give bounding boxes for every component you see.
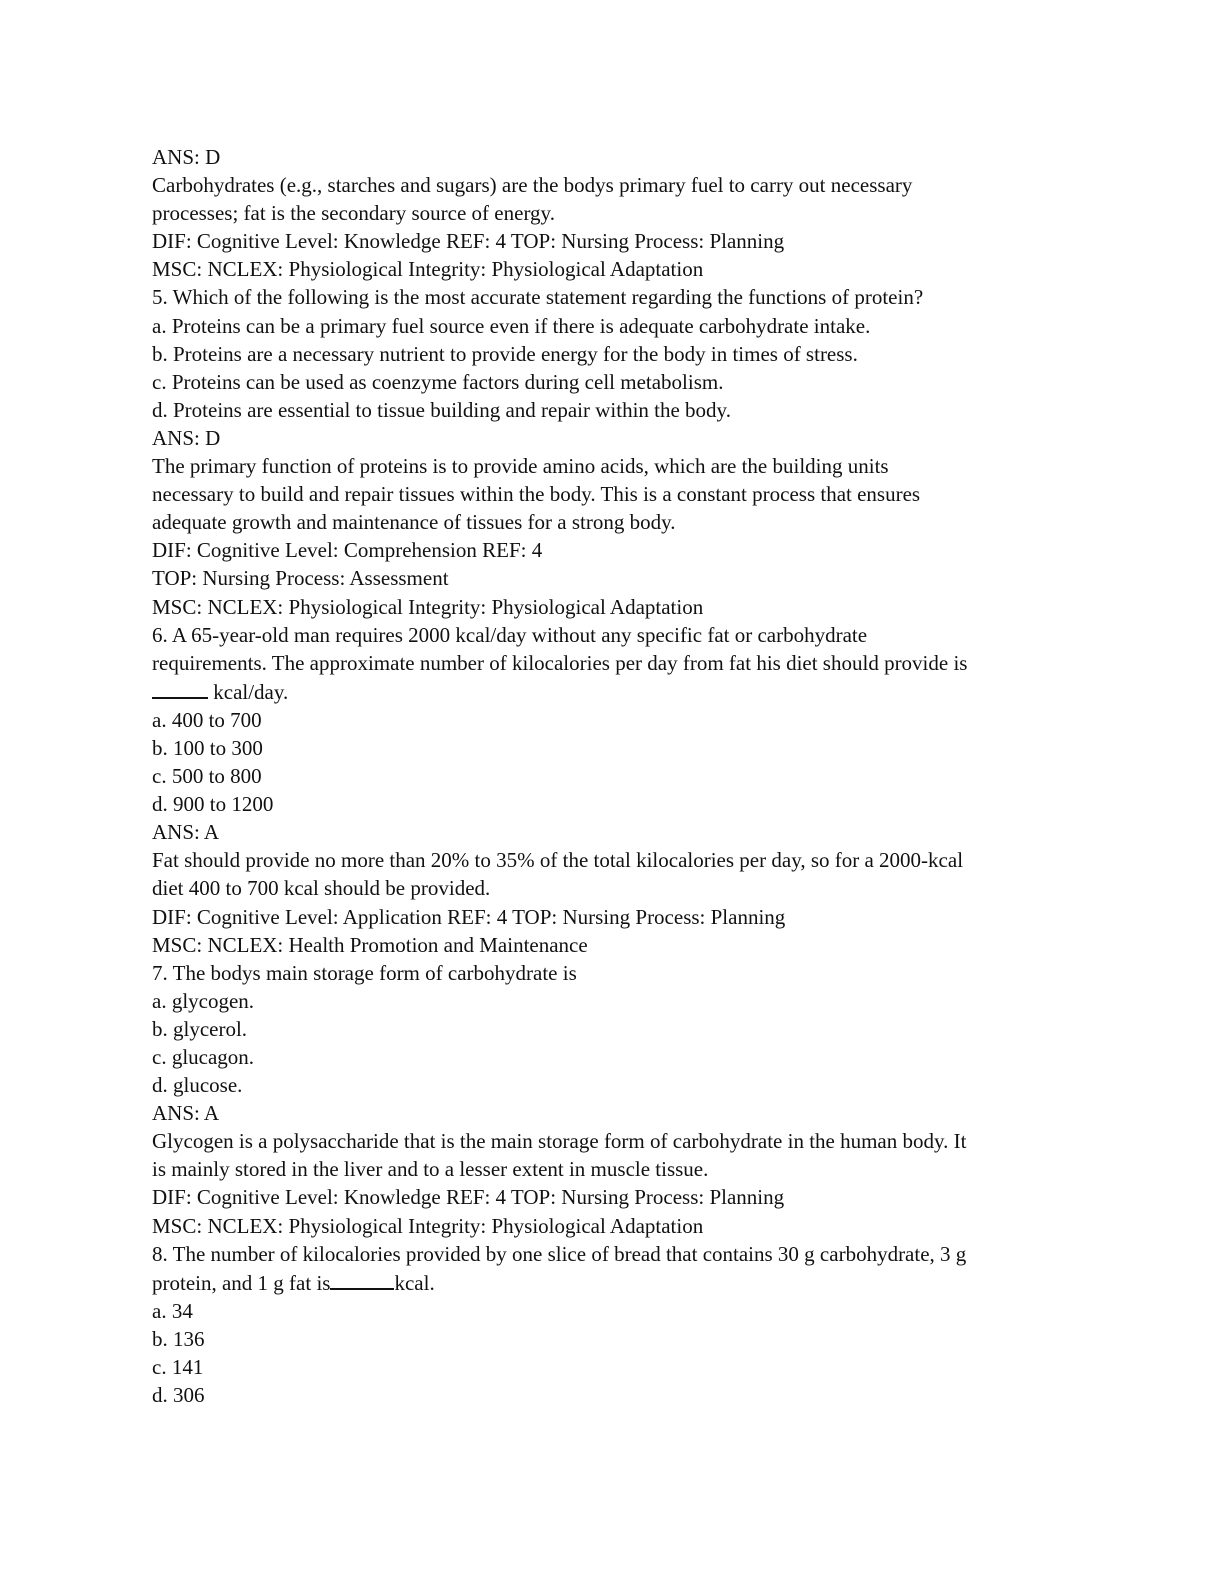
text-line: necessary to build and repair tissues within the body. This is a constant process that ensures [152,482,921,507]
text-line: DIF: Cognitive Level: Comprehension REF: 4 [152,538,543,563]
option-d: d. glucose. [152,1073,243,1098]
option-d: d. 306 [152,1383,205,1408]
option-b: b. Proteins are a necessary nutrient to provide energy for the body in times of stress. [152,341,858,366]
text-line: Carbohydrates (e.g., starches and sugars) are the bodys primary fuel to carry out necessary [152,173,913,198]
answer-blank [152,677,208,699]
option-b: b. 100 to 300 [152,735,263,760]
text-fragment: kcal. [394,1270,435,1295]
text-line: is mainly stored in the liver and to a lesser extent in muscle tissue. [152,1157,709,1182]
answer-line: ANS: D [152,425,221,450]
option-b: b. 136 [152,1326,205,1351]
text-line: Fat should provide no more than 20% to 35% of the total kilocalories per day, so for a 2000-kcal [152,848,964,873]
text-line: requirements. The approximate number of kilocalories per day from fat his diet should provide is [152,650,968,675]
fill-in-line [152,1268,1072,1297]
text-line: processes; fat is the secondary source of energy. [152,201,555,226]
text-line: MSC: NCLEX: Physiological Integrity: Physiological Adaptation [152,594,704,619]
question-6: 6. A 65-year-old man requires 2000 kcal/day without any specific fat or carbohydrate [152,622,868,647]
option-c: c. 500 to 800 [152,764,262,789]
question-8: 8. The number of kilocalories provided by one slice of bread that contains 30 g carbohydrate, 3 g [152,1241,967,1266]
option-c: c. 141 [152,1355,204,1380]
text-line: MSC: NCLEX: Health Promotion and Maintenance [152,932,588,957]
text-fragment: kcal/day. [208,679,289,704]
text-line: TOP: Nursing Process: Assessment [152,566,449,591]
option-d: d. 900 to 1200 [152,792,274,817]
text-fragment: protein, and 1 g fat is [152,1270,331,1295]
fill-in-line [152,677,1072,706]
text-line: ANS: D [152,145,221,169]
option-c: c. glucagon. [152,1045,255,1069]
text-line: diet 400 to 700 kcal should be provided. [152,876,491,901]
option-d: d. Proteins are essential to tissue building and repair within the body. [152,397,731,422]
text-line: Glycogen is a polysaccharide that is the main storage form of carbohydrate in the human body. It [152,1129,967,1154]
option-b: b. glycerol. [152,1016,248,1041]
question-7: 7. The bodys main storage form of carbohydrate is [152,960,577,985]
text-line: DIF: Cognitive Level: Knowledge REF: 4 TOP: Nursing Process: Planning [152,1185,785,1210]
text-line: The primary function of proteins is to provide amino acids, which are the building units [152,454,889,479]
text-line: MSC: NCLEX: Physiological Integrity: Physiological Adaptation [152,257,704,282]
text-line: MSC: NCLEX: Physiological Integrity: Physiological Adaptation [152,1213,704,1238]
answer-line: ANS: A [152,1101,220,1126]
answer-line: ANS: A [152,820,220,845]
text-line: DIF: Cognitive Level: Application REF: 4 TOP: Nursing Process: Planning [152,904,786,929]
option-a: a. Proteins can be a primary fuel source even if there is adequate carbohydrate intake. [152,313,871,338]
document-page [152,143,1072,1409]
option-a: a. glycogen. [152,988,255,1013]
answer-blank [330,1268,394,1290]
question-5: 5. Which of the following is the most accurate statement regarding the functions of protein? [152,285,924,310]
option-a: a. 34 [152,1298,193,1323]
text-line: DIF: Cognitive Level: Knowledge REF: 4 TOP: Nursing Process: Planning [152,229,785,254]
text-line: adequate growth and maintenance of tissues for a strong body. [152,510,676,535]
option-a: a. 400 to 700 [152,707,262,732]
option-c: c. Proteins can be used as coenzyme factors during cell metabolism. [152,369,724,394]
